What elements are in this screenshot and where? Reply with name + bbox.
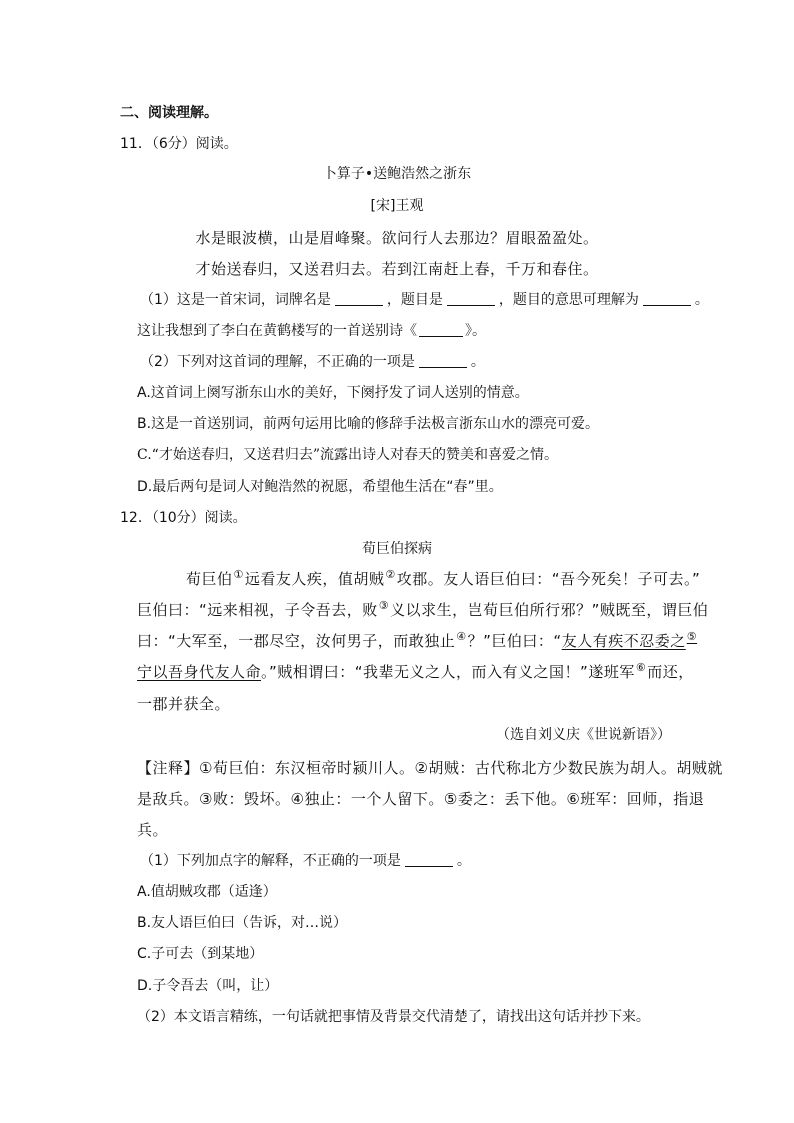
q12-sub1-text-b: 。 [456,853,471,869]
poem-line-1: 水是眼波横，山是眉峰聚。欲问行人去那边？眉眼盈盈处。 [195,229,599,247]
q11-sub1-line2-text-a: 这让我想到了李白在黄鹤楼写的一首送别诗《 [137,323,417,339]
answer-blank-choice[interactable] [419,353,467,368]
q12-option-c[interactable]: C.子可去（到某地） [137,946,264,962]
answer-blank-meaning[interactable] [643,291,691,306]
q12-sub2: （2）本文语言精练，一句话就把事情及背景交代清楚了，请找出这句话并抄下来。 [137,1009,650,1025]
answer-blank-title[interactable] [447,291,495,306]
section-title: 二、阅读理解。 [120,105,218,121]
answer-blank-poem[interactable] [419,322,463,337]
notes-line-1: 【注释】①荀巨伯：东汉桓帝时颍川人。②胡贼：古代称北方少数民族为胡人。胡贼就 [137,759,723,777]
passage-text: 义以求生，岂荀巨伯所行邪？”贼既至，谓巨伯 [390,601,709,619]
q11-sub2-text-b: 。 [470,354,485,370]
passage-text: 。”贼相谓曰：“我辈无义之人，而入有义之国！”遂班军 [261,663,635,681]
poem-line-2: 才始送春归，又送君归去。若到江南赶上春，千万和春住。 [195,260,599,278]
q12-option-d[interactable]: D.子令吾去（叫，让） [137,978,279,994]
q12-sub1-text-a: （1）下列加点字的解释，不正确的一项是 [140,853,401,869]
passage-title: 荀巨伯探病 [362,541,432,557]
poem-author: [宋]王观 [370,198,424,214]
footnote-marker: ③ [378,599,390,612]
notes-line-3: 兵。 [137,821,169,839]
q11-sub1-text-a: （1）这是一首宋词，词牌名是 [140,292,331,308]
passage-line-4 [137,662,694,682]
q12-option-b[interactable]: B.友人语巨伯曰（告诉，对…说） [137,915,348,931]
q11-sub1-text-c: ，题目的意思可理解为 [498,292,639,308]
q11-option-d[interactable]: D.最后两句是词人对鲍浩然的祝愿，希望他生活在“春”里。 [137,479,503,495]
passage-text: 曰：“大军至，一郡尽空，汝何男子，而敢独止 [137,632,456,650]
passage-line-3 [137,631,698,651]
passage-line-5: 一郡并获全。 [137,695,231,713]
q11-sub1-line2 [137,321,486,341]
notes-line-2: 是敌兵。③败：毁坏。④独止：一个人留下。⑤委之：丢下他。⑥班军：回师，指退 [137,790,705,808]
q12-sub1 [140,851,471,871]
q11-option-c[interactable]: C.“才始送春归，又送君归去”流露出诗人对春天的赞美和喜爱之情。 [137,447,558,463]
passage-line-1 [186,569,700,589]
q11-option-a[interactable]: A.这首词上阕写浙东山水的美好，下阕抒发了词人送别的情意。 [137,385,529,401]
q11-sub2 [140,352,485,372]
q11-option-b[interactable]: B.这是一首送别词，前两句运用比喻的修辞手法极言浙东山水的漂亮可爱。 [137,416,600,432]
poem-title: 卜算子•送鲍浩然之浙东 [322,166,472,182]
q12-option-a[interactable]: A.值胡贼攻郡（适逢） [137,884,277,900]
q11-sub1 [140,290,709,310]
footnote-marker: ⑥ [635,661,647,674]
q11-sub1-text-b: ，题目是 [386,292,443,308]
q11-sub2-text-a: （2）下列对这首词的理解，不正确的一项是 [140,354,415,370]
footnote-marker: ② [385,568,396,581]
footnote-marker: ④ [456,630,467,643]
passage-text: 远看友人疾，值胡贼 [244,570,385,588]
footnote-marker: ⑤ [686,630,698,643]
answer-blank-cipai[interactable] [335,291,383,306]
passage-text: 而还， [647,663,694,681]
underlined-sentence: 宁以吾身代友人命 [137,663,262,681]
passage-text: 攻郡。友人语巨伯曰：“吾今死矣！子可去。” [396,570,701,588]
passage-text: 荀巨伯 [186,570,233,588]
passage-line-2 [137,600,708,620]
q11-sub1-line2-text-b: 》。 [465,323,486,339]
footnote-marker: ① [233,568,244,581]
answer-blank-choice[interactable] [405,852,453,867]
underlined-sentence: 友人有疾不忍委之 [561,632,686,650]
passage-source: （选自刘义庆《世说新语》） [496,727,671,743]
question-11-header: 11．（6分）阅读。 [120,136,238,152]
q11-sub1-text-d: 。 [694,292,709,308]
question-12-header: 12．（10分）阅读。 [120,510,247,526]
passage-text: 巨伯曰：“远来相视，子令吾去，败 [137,601,378,619]
passage-text: ？”巨伯曰：“ [467,632,562,650]
